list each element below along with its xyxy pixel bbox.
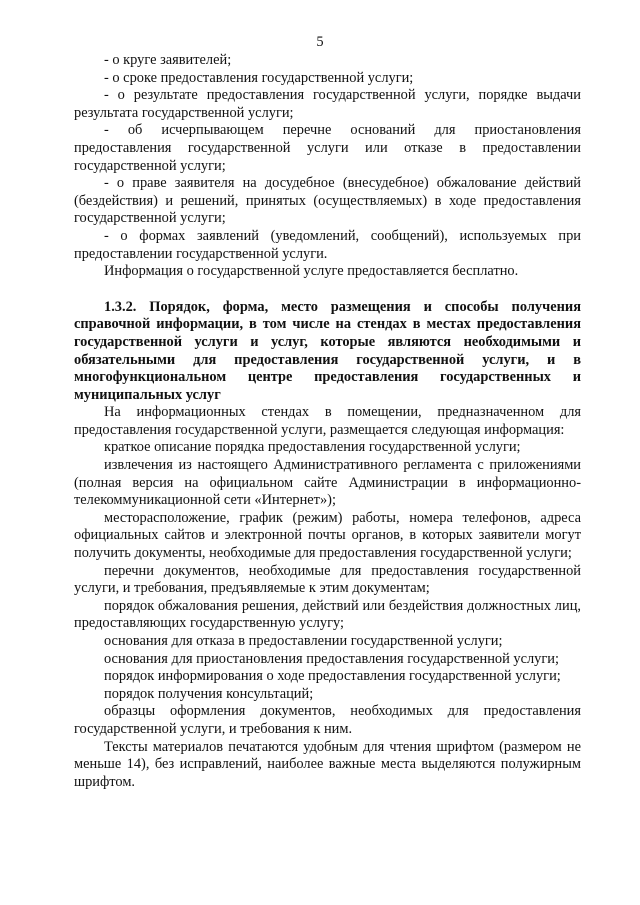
stand-item-suspension-grounds: основания для приостановления предоставления государственной услуги; [104, 650, 559, 667]
page-number: 5 [316, 34, 324, 50]
list-item-forms: - о формах заявлений (уведомлений, сообщений), используемых при предоставлении государственной услуги. [74, 227, 581, 262]
stand-item-documents: перечни документов, необходимые для предоставления государственной услуги, и требования, предъявляемые к этим документам; [74, 562, 581, 597]
list-item-applicants: - о круге заявителей; [104, 52, 232, 68]
list-item-term: - о сроке предоставления государственной услуги; [104, 69, 414, 86]
stand-item-progress-info: порядок информирования о ходе предоставления государственной услуги; [104, 668, 561, 685]
stand-item-document-samples: образцы оформления документов, необходимых для предоставления государственной услуги, и требования к ним. [74, 703, 581, 737]
stand-item-refusal-grounds: основания для отказа в предоставлении государственной услуги; [104, 633, 503, 649]
stand-item-description: краткое описание порядка предоставления государственной услуги; [104, 439, 521, 456]
final-paragraph: Тексты материалов печатаются удобным для чтения шрифтом (размером не меньше 14), без исправлений, наиболее важные места выделяются полужирным шрифтом. [74, 738, 581, 790]
stands-intro-paragraph: На информационных стендах в помещении, предназначенном для предоставления государственной услуги, размещается следующая информация: [74, 404, 581, 438]
list-item-appeal: - о праве заявителя на досудебное (внесудебное) обжалование действий (бездействия) и решений, принятых (осуществляемых) в ходе предоставления государственной услуги; [74, 175, 581, 227]
document-body [74, 52, 581, 791]
stand-item-location: месторасположение, график (режим) работы, номера телефонов, адреса официальных сайтов и электронной почты органов, в которых заявители могут получить документы, необходимые для предоставления государственной услуги; [74, 509, 581, 562]
list-item-grounds: - об исчерпывающем перечне оснований для приостановления предоставления государственной услуги или отказе в предоставлении государственной услуги; [74, 122, 581, 174]
section-heading: 1.3.2. Порядок, форма, место размещения и способы получения справочной информации, в том числе на стендах в местах предоставления государственной услуги и услуг, которые являются необходимыми и обязательными для предоставления государственной услуги, и в многофункциональном центре предоставления государственных и муниципальных услуг [74, 298, 581, 403]
stand-item-consultations: порядок получения консультаций; [104, 685, 314, 702]
section-gap [74, 281, 581, 299]
free-info-paragraph: Информация о государственной услуге предоставляется бесплатно. [104, 263, 519, 280]
stand-item-appeal-procedure: порядок обжалования решения, действий или бездействия должностных лиц, предоставляющих государственную услугу; [74, 597, 581, 632]
list-item-result: - о результате предоставления государственной услуги, порядке выдачи результата государственной услуги; [74, 87, 581, 121]
stand-item-extracts: извлечения из настоящего Административного регламента с приложениями (полная версия на официальном сайте Администрации в информационно-телекоммуникационной сети «Интернет»); [74, 457, 581, 509]
